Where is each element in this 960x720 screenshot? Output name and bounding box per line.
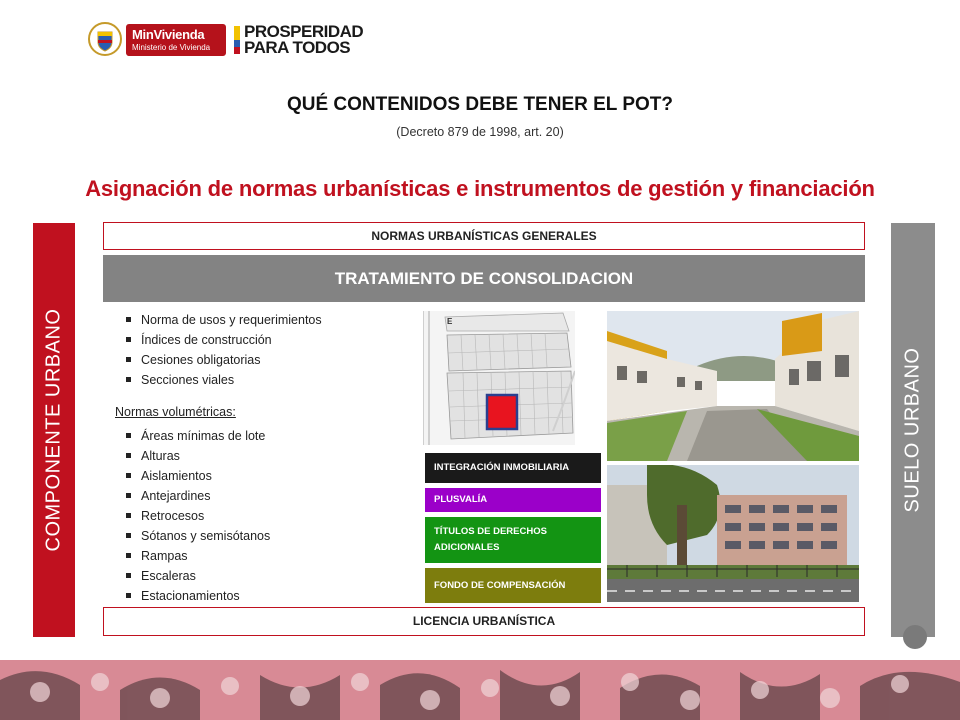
tag-integracion-inmobiliaria xyxy=(425,453,601,483)
section-heading: Asignación de normas urbanísticas e instrumentos de gestión y financiación xyxy=(85,176,875,201)
apartments-photo xyxy=(607,465,859,602)
list-item: Estacionamientos xyxy=(115,586,270,606)
slogan-line-2: PARA TODOS xyxy=(244,38,351,57)
licencia-box: LICENCIA URBANÍSTICA xyxy=(103,607,865,636)
list-item: Aislamientos xyxy=(115,466,270,486)
crowd-banner-image xyxy=(0,660,960,720)
houses-photo xyxy=(607,311,859,461)
colombia-seal-icon xyxy=(88,22,122,56)
volumetric-norms-list xyxy=(115,426,270,606)
suelo-urbano-label: SUELO URBANO xyxy=(901,347,924,513)
flag-icon xyxy=(234,26,240,54)
ministry-subtitle: Ministerio de Vivienda xyxy=(132,43,211,52)
list-item: Retrocesos xyxy=(115,506,270,526)
volumetric-label: Normas volumétricas: xyxy=(115,405,236,419)
decorative-dot xyxy=(903,625,927,649)
list-item: Secciones viales xyxy=(115,370,322,390)
list-item: Alturas xyxy=(115,446,270,466)
tag-label: PLUSVALÍA xyxy=(434,494,488,505)
general-norms-list xyxy=(115,310,322,390)
list-item: Cesiones obligatorias xyxy=(115,350,322,370)
minvivienda-logo xyxy=(126,24,226,56)
list-item: Rampas xyxy=(115,546,270,566)
page-subtitle: (Decreto 879 de 1998, art. 20) xyxy=(396,125,564,139)
page-title: QUÉ CONTENIDOS DEBE TENER EL POT? xyxy=(286,94,674,115)
list-item: Escaleras xyxy=(115,566,270,586)
normas-generales-box: NORMAS URBANÍSTICAS GENERALES xyxy=(103,222,865,250)
list-item: Norma de usos y requerimientos xyxy=(115,310,322,330)
ministry-name: MinVivienda xyxy=(132,27,205,42)
map-label: E xyxy=(447,317,453,326)
list-item: Áreas mínimas de lote xyxy=(115,426,270,446)
block-map-image xyxy=(423,311,575,445)
list-item: Sótanos y semisótanos xyxy=(115,526,270,546)
componente-urbano-bar xyxy=(33,223,75,637)
list-item: Antejardines xyxy=(115,486,270,506)
componente-urbano-label: COMPONENTE URBANO xyxy=(42,308,65,552)
tag-plusvalia xyxy=(425,488,601,512)
list-item: Índices de construcción xyxy=(115,330,322,350)
tag-label: INTEGRACIÓN INMOBILIARIA xyxy=(434,462,570,473)
tag-label: FONDO DE COMPENSACIÓN xyxy=(434,579,566,591)
tag-titulos-derechos xyxy=(425,517,601,563)
tag-label: TÍTULOS DE DERECHOS ADICIONALES xyxy=(434,526,547,553)
slogan-line-1: PROSPERIDAD xyxy=(244,22,364,41)
prosperidad-logo xyxy=(244,24,363,56)
tratamiento-banner: TRATAMIENTO DE CONSOLIDACION xyxy=(103,255,865,302)
suelo-urbano-bar xyxy=(891,223,935,637)
tag-fondo-compensacion xyxy=(425,568,601,603)
